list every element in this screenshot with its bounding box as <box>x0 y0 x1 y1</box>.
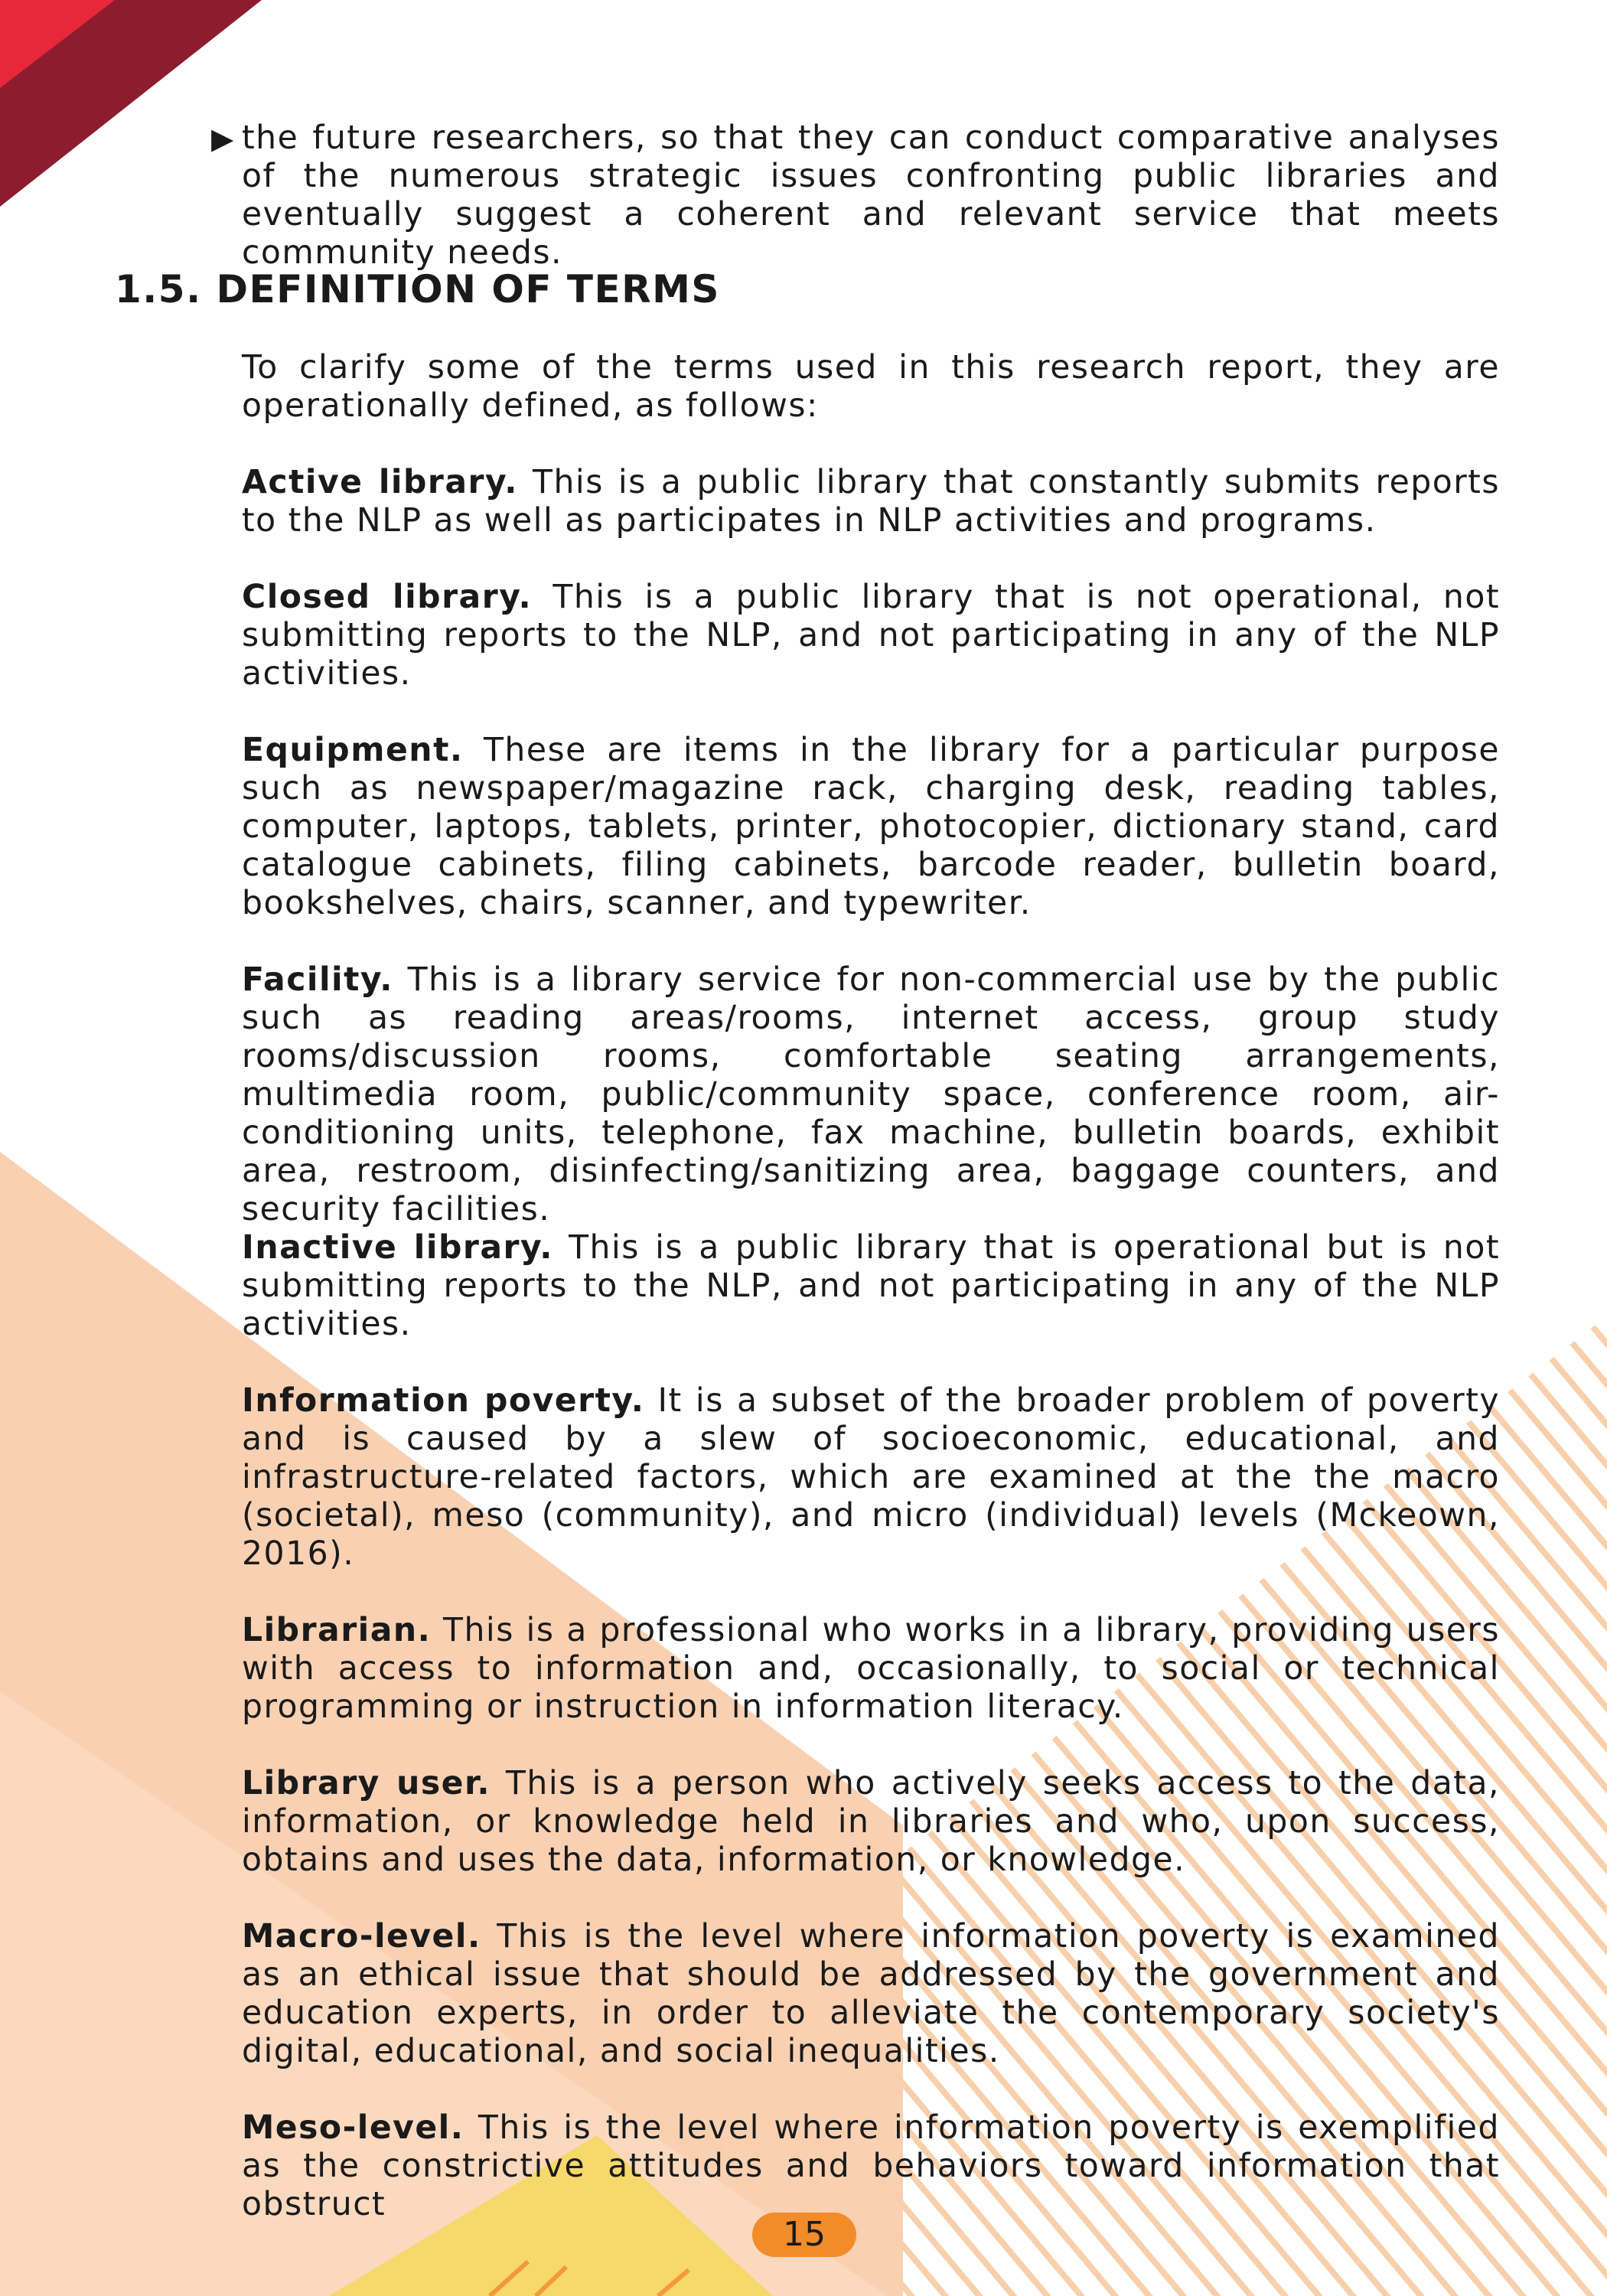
definition-closed-library <box>242 579 1500 693</box>
definition-term: Equipment. <box>242 732 464 769</box>
page-number-badge: 15 <box>752 2213 856 2257</box>
definition-term: Macro-level. <box>242 1918 481 1955</box>
definition-librarian <box>242 1612 1500 1727</box>
definition-text: This is the level where information poverty is exemplified as the constrictive attitudes and behaviors toward information that obstruct <box>242 2109 1500 2223</box>
definition-term: Information poverty. <box>242 1382 645 1420</box>
section-heading <box>115 267 720 311</box>
bullet-arrow-icon: ▶ <box>211 122 235 155</box>
definition-library-user <box>242 1765 1500 1880</box>
definition-text: It is a subset of the broader problem of poverty and is caused by a slew of socioeconomic, educational, and infrastructure-related factors, which are examined at the the macro (societal), meso (community), and micro (individual) levels (Mckeown, 2016). <box>242 1382 1501 1573</box>
definition-term: Closed library. <box>242 579 533 616</box>
definition-macro-level <box>242 1918 1500 2071</box>
definition-term: Facility. <box>242 961 393 999</box>
section-title: DEFINITION OF TERMS <box>216 267 720 311</box>
section-number: 1.5. <box>115 267 202 311</box>
definition-text: This is the level where information poverty is examined as an ethical issue that should be addressed by the government and education experts, in order to alleviate the contemporary society's digital, educational, and social inequalities. <box>242 1918 1500 2070</box>
definition-information-poverty <box>242 1382 1500 1574</box>
definition-inactive-library <box>242 1229 1500 1344</box>
definition-text: This is a public library that is not operational, not submitting reports to the NLP, and not participating in any of the NLP activities. <box>242 579 1501 693</box>
definition-text: This is a person who actively seeks access to the data, information, or knowledge held in libraries and who, upon success, obtains and uses the data, information, or knowledge. <box>242 1765 1500 1879</box>
definition-equipment <box>242 732 1500 923</box>
intro-bullet-paragraph <box>211 119 1500 272</box>
definition-term: Inactive library. <box>242 1229 553 1267</box>
definition-text: This is a library service for non-commercial use by the public such as reading areas/rooms, internet access, group study rooms/discussion rooms, comfortable seating arrangements, multimedia room, public/community space, conference room, air-conditioning units, telephone, fax machine, bulletin boards, exhibit area, restroom, disinfecting/sanitizing area, baggage counters, and security facilities. <box>242 961 1500 1228</box>
definition-term: Meso-level. <box>242 2109 464 2147</box>
definition-facility <box>242 961 1500 1229</box>
definition-meso-level <box>242 2109 1500 2224</box>
intro-text: the future researchers, so that they can conduct comparative analyses of the numerous strategic issues confronting public libraries and eventually suggest a coherent and relevant service that meets community needs. <box>242 119 1500 272</box>
definition-text: This is a professional who works in a library, providing users with access to information and, occasionally, to social or technical programming or instruction in information literacy. <box>242 1612 1500 1726</box>
definition-term: Active library. <box>242 464 518 501</box>
definition-term: Librarian. <box>242 1612 432 1649</box>
definition-text: This is a public library that is operational but is not submitting reports to the NLP, and not participating in any of the NLP activities. <box>242 1229 1500 1343</box>
definition-term: Library user. <box>242 1765 491 1802</box>
definition-text: These are items in the library for a particular purpose such as newspaper/magazine rack, charging desk, reading tables, computer, laptops, tablets, printer, photocopier, dictionary stand, card catalogue cabinets, filing cabinets, barcode reader, bulletin board, bookshelves, chairs, scanner, and typewriter. <box>242 732 1500 922</box>
definition-text: This is a public library that constantly submits reports to the NLP as well as participates in NLP activities and programs. <box>242 464 1500 540</box>
lead-in-paragraph: To clarify some of the terms used in this research report, they are operationally defined, as follows: <box>242 349 1500 425</box>
definition-active-library <box>242 464 1500 540</box>
